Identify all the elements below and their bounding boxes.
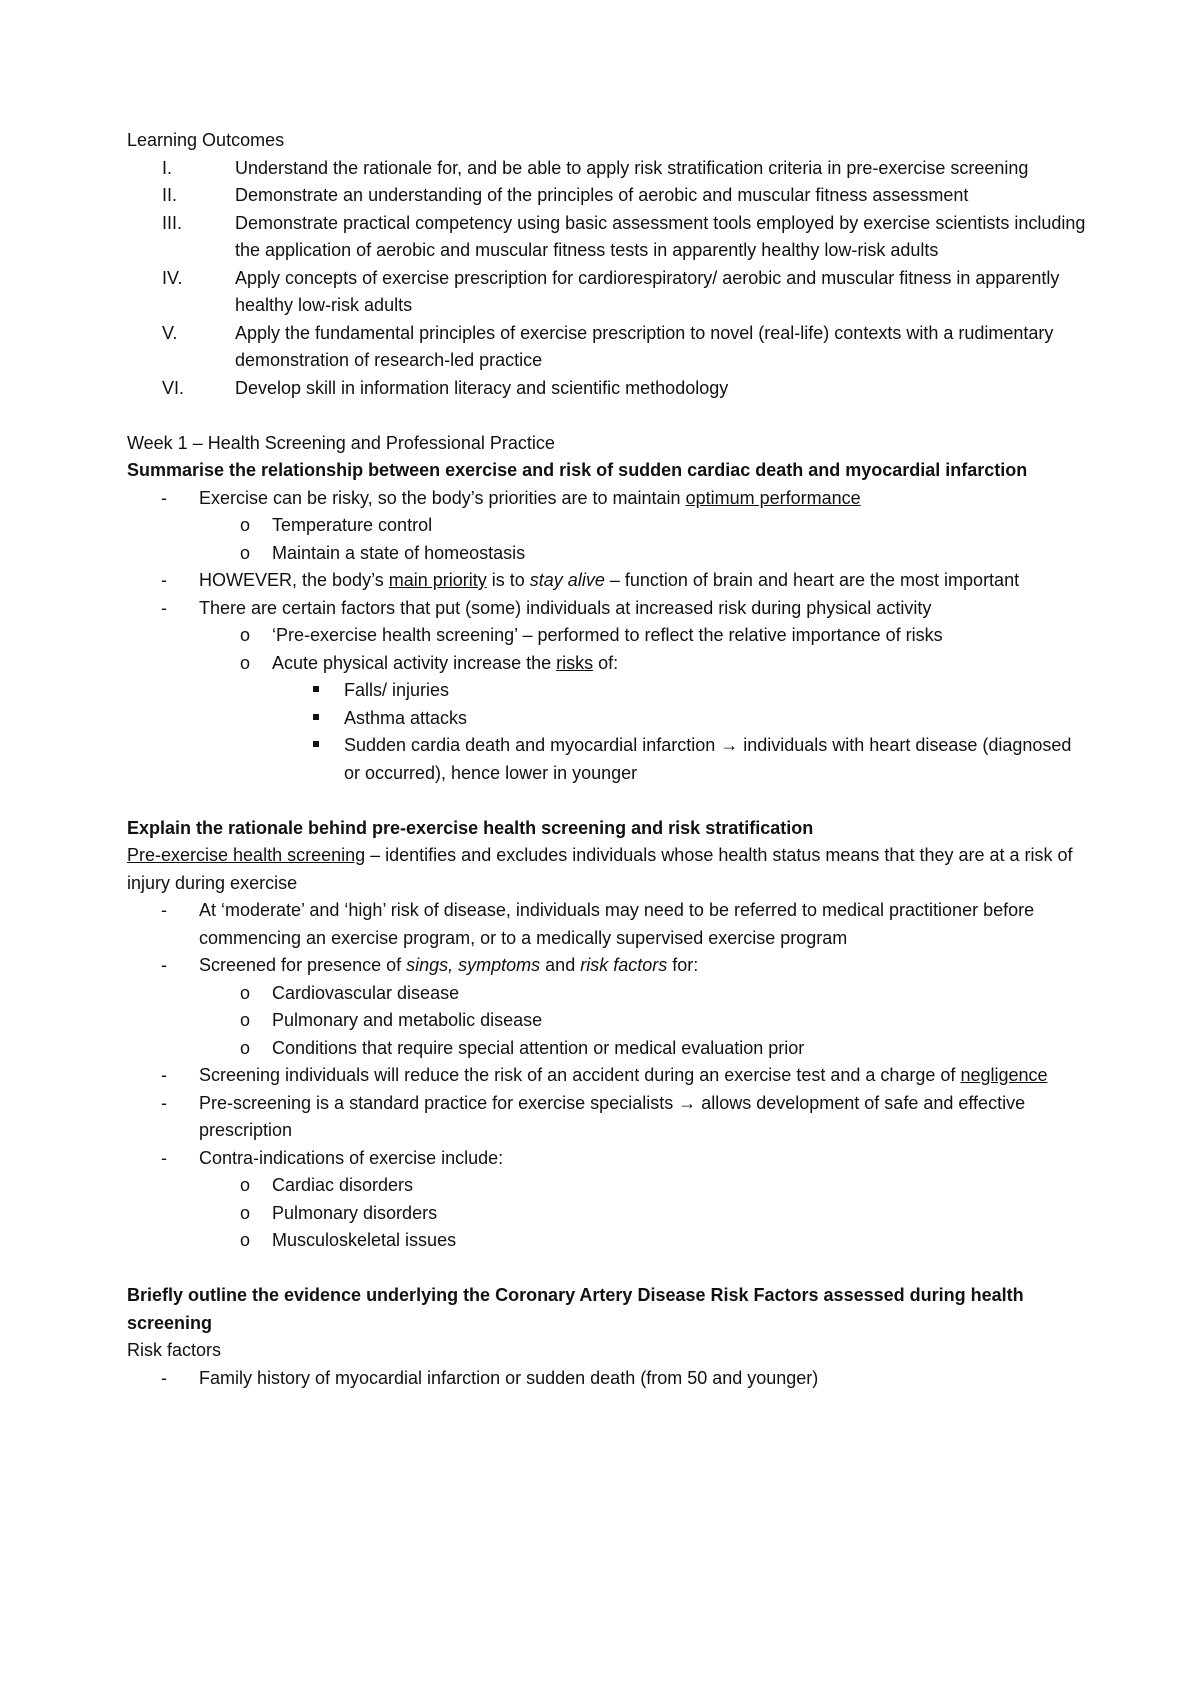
section-question: Briefly outline the evidence underlying the Coronary Artery Disease Risk Factors assessed during health screening <box>127 1285 1024 1333</box>
bullet-item: - At ‘moderate’ and ‘high’ risk of disease, individuals may need to be referred to medical practitioner before commencing an exercise program, or to a medically supervised exercise program <box>161 900 1035 948</box>
square-bullet-item: Asthma attacks <box>127 705 1090 733</box>
outcome-item: III. Demonstrate practical competency using basic assessment tools employed by exercise scientists including the application of aerobic and muscular fitness tests in apparently healthy low-risk adults <box>162 212 1086 260</box>
bullet-item: - Exercise can be risky, so the body’s priorities are to maintain optimum performance <box>161 487 861 508</box>
sub-bullet-item: o Maintain a state of homeostasis <box>240 542 526 563</box>
square-bullet-icon <box>313 714 319 720</box>
week-title: Week 1 – Health Screening and Professional Practice <box>127 432 555 453</box>
outcome-item: II. Demonstrate an understanding of the principles of aerobic and muscular fitness assessment <box>162 185 969 205</box>
bullet-item: - There are certain factors that put (some) individuals at increased risk during physical activity <box>161 597 932 618</box>
square-bullet-icon <box>313 741 319 747</box>
bullet-item: - Screening individuals will reduce the risk of an accident during an exercise test and a charge of negligence <box>161 1065 1048 1085</box>
outcome-item: I. Understand the rationale for, and be able to apply risk stratification criteria in pre-exercise screening <box>162 157 1029 178</box>
spacer <box>127 787 1090 815</box>
bullet-item: - HOWEVER, the body’s main priority is to stay alive – function of brain and heart are the most important <box>161 570 1020 590</box>
subheading: Risk factors <box>127 1340 222 1360</box>
outcome-item: V. Apply the fundamental principles of exercise prescription to novel (real-life) contexts with a rudimentary demonstration of research-led practice <box>162 322 1054 370</box>
sub-bullet-item: o Cardiac disorders <box>240 1175 414 1195</box>
sub-bullet-item: o Pulmonary disorders <box>240 1202 438 1223</box>
sub-bullet-item: o Temperature control <box>240 515 433 535</box>
square-bullet-item: Sudden cardia death and myocardial infarction → individuals with heart disease (diagnosed or occurred), hence lower in younger <box>127 732 1090 787</box>
outcome-item: IV. Apply concepts of exercise prescription for cardiorespiratory/ aerobic and muscular fitness in apparently healthy low-risk adults <box>162 267 1060 315</box>
sub-bullet-item: o Cardiovascular disease <box>240 982 460 1003</box>
bullet-item: - Family history of myocardial infarction or sudden death (from 50 and younger) <box>161 1367 819 1388</box>
spacer <box>127 1255 1090 1283</box>
bullet-item: - Screened for presence of sings, symptoms and risk factors for: <box>161 955 699 975</box>
square-bullet-item: Falls/ injuries <box>127 677 1090 705</box>
bullet-item: - Contra-indications of exercise include: <box>161 1147 504 1168</box>
section-question: Explain the rationale behind pre-exercise health screening and risk stratification <box>127 817 814 838</box>
definition-paragraph: Pre-exercise health screening – identifies and excludes individuals whose health status means that they are at a risk of injury during exercise <box>127 845 1073 893</box>
sub-bullet-item: o Conditions that require special attention or medical evaluation prior <box>240 1037 805 1058</box>
learning-outcomes-heading: Learning Outcomes <box>127 130 285 150</box>
sub-bullet-item: o Pulmonary and metabolic disease <box>240 1010 543 1030</box>
bullet-item: - Pre-screening is a standard practice for exercise specialists → allows development of safe and effective prescription <box>161 1092 1026 1140</box>
sub-bullet-item: o ‘Pre-exercise health screening’ – performed to reflect the relative importance of risks <box>240 625 943 645</box>
square-bullet-icon <box>313 686 319 692</box>
outcome-item: VI. Develop skill in information literacy and scientific methodology <box>162 377 729 398</box>
section-question: Summarise the relationship between exercise and risk of sudden cardiac death and myocardial infarction <box>127 460 1028 480</box>
sub-bullet-item: o Musculoskeletal issues <box>240 1230 457 1250</box>
sub-bullet-item: o Acute physical activity increase the risks of: <box>240 652 619 673</box>
spacer <box>127 402 1090 430</box>
